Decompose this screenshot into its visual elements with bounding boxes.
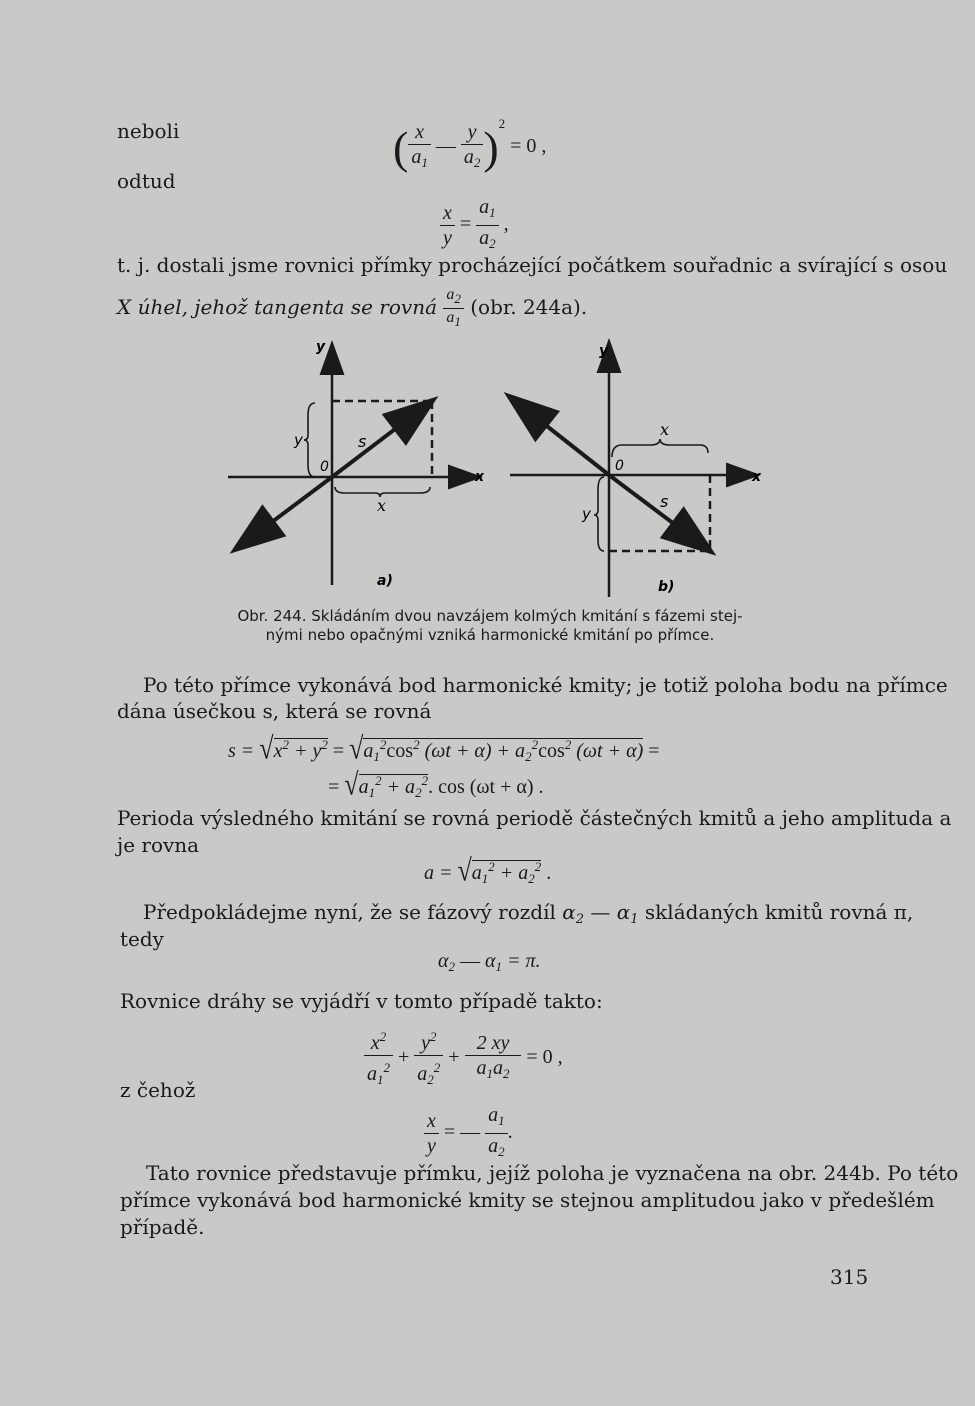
eq7-plus-2: + <box>448 1046 460 1069</box>
panel-b-vector-back <box>510 397 609 475</box>
figure-panel-a <box>228 339 485 589</box>
eq7-den-a1: a <box>476 1057 487 1079</box>
eq7-rhs: = 0 , <box>526 1046 563 1069</box>
eq6-alpha2: α <box>438 950 449 972</box>
para3-dash: — <box>590 900 611 924</box>
eq6-alpha2-sub: 2 <box>448 959 455 974</box>
eq4-a1-sub: 1 <box>368 785 376 800</box>
eq1-a1: a <box>411 145 422 168</box>
eq8-a2-sub: 2 <box>498 1144 505 1159</box>
equation-2 <box>440 195 509 256</box>
eq4-a2-sub: 2 <box>415 785 422 800</box>
eq1-x: x <box>408 120 431 145</box>
eq1-square: 2 <box>498 116 506 131</box>
figure-panel-b <box>510 343 762 597</box>
para4: Rovnice dráhy se vyjádří v tomto případě takto: <box>120 989 603 1013</box>
eq1-sub1: 1 <box>421 154 428 170</box>
panel-b-axis-x-label: x <box>752 469 762 485</box>
word-z-cehoz: z čehož <box>120 1078 196 1102</box>
eq5-lhs: a = <box>424 862 453 884</box>
panel-b-vector-s <box>609 475 710 551</box>
eq4-a1: a <box>358 776 369 798</box>
text-line-2 <box>117 286 587 331</box>
page-number: 315 <box>830 1265 869 1289</box>
eq3-end: (ωt + α) <box>576 740 644 762</box>
eq8-dot: . <box>507 1121 513 1144</box>
panel-b-label-x: x <box>660 420 670 439</box>
eq2-a1: a <box>479 196 490 218</box>
eq7-x: x <box>370 1032 380 1054</box>
panel-b-label-s: s <box>660 492 669 511</box>
figure-caption-line-2: nými nebo opačnými vzniká harmonické kmitání po přímce. <box>265 626 715 644</box>
para2-line-1: Perioda výsledného kmitání se rovná periodě částečných kmitů a jeho amplituda a <box>117 806 952 830</box>
panel-b-tag: b) <box>658 579 675 595</box>
word-neboli: neboli <box>117 119 180 143</box>
eq1-y: y <box>461 120 484 145</box>
eq5-a1-sup: 2 <box>488 859 495 874</box>
eq3-a2-sup: 2 <box>531 737 539 752</box>
panel-b-label-y: y <box>582 505 591 523</box>
line2-sub2: 2 <box>454 291 461 306</box>
para3-pre: Předpokládejme nyní, že se fázový rozdíl <box>143 900 556 924</box>
eq4-rest: . cos (ωt + α) . <box>428 776 544 798</box>
eq8-a2: a <box>488 1135 499 1157</box>
para3-alpha2: α <box>562 900 576 924</box>
para3-alpha1: α <box>616 900 631 924</box>
eq7-a1: a <box>367 1063 377 1085</box>
eq3-r1: x <box>273 740 283 762</box>
equation-6 <box>438 950 541 975</box>
eq8-y: y <box>427 1135 436 1157</box>
panel-a-label-y: y <box>294 431 303 449</box>
eq3-equals: = <box>332 740 345 762</box>
equation-5: $a = √a_1^2 + a_2^2$ . <box>424 853 552 888</box>
panel-a-axis-x-label: x <box>475 469 485 485</box>
eq7-y: y <box>421 1032 430 1054</box>
eq7-den-a1-sub: 1 <box>486 1066 493 1081</box>
equation-7 <box>364 1025 563 1092</box>
eq5-a2-sup: 2 <box>534 859 542 874</box>
eq2-y: y <box>443 227 452 249</box>
eq3-a1-sup: 2 <box>379 737 387 752</box>
eq5-a1: a <box>471 862 482 884</box>
eq7-numerator-3: 2 xy <box>465 1031 522 1056</box>
text-line-2-post: (obr. 244a). <box>470 295 588 319</box>
eq3-cos1: cos <box>386 740 414 762</box>
panel-a-label-x: x <box>377 496 387 515</box>
line2-a1: a <box>446 309 455 326</box>
eq4-equals: = <box>328 776 340 798</box>
eq5-a2-sub: 2 <box>528 871 535 886</box>
text-line-1: t. j. dostali jsme rovnici přímky procházející počátkem souřadnic a svírající s osou <box>117 253 948 277</box>
eq3-cos2-sup: 2 <box>564 737 572 752</box>
equation-1: ( $\frac{x}{a_1}$ — $\frac{y}{a_2}$ )$^2$ = 0 , <box>393 116 547 173</box>
eq7-plus-1: + <box>398 1046 410 1069</box>
eq3-cos1-sup: 2 <box>413 737 420 752</box>
eq2-equals: = <box>459 213 472 236</box>
para5-line-2: přímce vykonává bod harmonické kmity se stejnou amplitudou jako v předešlém <box>120 1188 935 1212</box>
panel-b-origin: 0 <box>615 458 624 474</box>
eq7-a1-sup: 2 <box>383 1060 390 1075</box>
panel-a-axis-y-label: y <box>316 339 326 355</box>
eq3-r1-sup: 2 <box>282 737 289 752</box>
figure-caption-line-1: Obr. 244. Skládáním dvou navzájem kolmých kmitání s fázemi stej- <box>237 607 743 625</box>
panel-b-brace-y <box>594 477 604 551</box>
eq3-cos2: cos <box>538 740 565 762</box>
eq7-y-sup: 2 <box>429 1029 437 1044</box>
eq7-den-a2-sub: 2 <box>502 1066 510 1081</box>
eq6-alpha1: α <box>485 950 496 972</box>
para1-line-1: Po této přímce vykonává bod harmonické kmity; je totiž poloha bodu na přímce <box>143 673 948 697</box>
eq6-dash: — <box>460 950 480 972</box>
eq7-a2-sub: 2 <box>427 1072 434 1087</box>
eq3-r2-sup: 2 <box>321 737 328 752</box>
equation-3: $s = √x^2 + y^2 = √a_1^2\cos^2$ $(\omega t + \alpha) + a_2^2\cos^2$ (ωt + α) = <box>228 731 660 766</box>
para5-line-3: případě. <box>120 1215 205 1239</box>
panel-a-brace-y <box>304 403 315 477</box>
panel-a-label-s: s <box>358 432 367 451</box>
para3-alpha1-sub: 1 <box>630 912 639 927</box>
figure-caption <box>220 607 760 645</box>
eq2-sub2: 2 <box>489 236 496 251</box>
eq8-x: x <box>424 1109 439 1134</box>
para3-line-2: tedy <box>120 927 164 951</box>
para3-line-1 <box>143 899 913 933</box>
line2-sub1: 1 <box>454 314 461 329</box>
panel-b-axis-y-label: y <box>599 343 609 359</box>
panel-a-tag: a) <box>377 573 393 589</box>
eq8-a1-sub: 1 <box>498 1113 505 1128</box>
eq4-a2: + a <box>386 776 416 798</box>
text-line-2-pre: X úhel, jehož tangenta se rovná <box>117 295 437 319</box>
panel-a-vector-back <box>236 477 332 549</box>
eq2-sub1: 1 <box>489 205 496 220</box>
word-odtud: odtud <box>117 169 176 193</box>
eq3-mid: (ωt + α) + a <box>424 740 526 762</box>
eq4-a1-sup: 2 <box>375 773 382 788</box>
para5-line-1: Tato rovnice představuje přímku, jejíž poloha je vyznačena na obr. 244b. Po této <box>146 1161 959 1185</box>
para1-line-2: dána úsečkou s, která se rovná <box>117 699 432 723</box>
eq7-a2: a <box>417 1063 428 1085</box>
line2-a2: a <box>446 286 455 303</box>
panel-a-origin: 0 <box>320 459 329 475</box>
eq5-dot: . <box>546 862 552 884</box>
eq7-den-a2: a <box>492 1057 503 1079</box>
eq2-comma: , <box>503 213 509 236</box>
figure-244 <box>220 335 780 615</box>
eq6-rhs: = π. <box>507 950 541 972</box>
equation-8 <box>424 1103 513 1164</box>
eq3-a2-sub: 2 <box>525 749 532 764</box>
para3-alpha2-sub: 2 <box>575 912 585 927</box>
eq8-a1: a <box>488 1104 499 1126</box>
eq2-x: x <box>440 201 455 226</box>
panel-a-vector-s <box>332 401 432 477</box>
para3-post: skládaných kmitů rovná π, <box>644 900 914 924</box>
eq3-tail: = <box>648 740 660 762</box>
eq1-rhs: = 0 , <box>510 135 547 157</box>
eq7-x-sup: 2 <box>379 1029 387 1044</box>
eq7-a1-sub: 1 <box>377 1072 384 1087</box>
eq8-equals-minus: = — <box>443 1121 481 1144</box>
eq3-a1: a <box>363 740 374 762</box>
equation-4: = $√a_1^2 + a_2^2$. cos (ωt + α) . <box>328 767 544 802</box>
eq3-lhs: s = <box>228 740 255 762</box>
panel-b-brace-x <box>612 439 708 457</box>
para2-line-2: je rovna <box>117 833 200 857</box>
eq1-sub2: 2 <box>473 154 481 170</box>
eq6-alpha1-sub: 1 <box>495 959 502 974</box>
eq2-a2: a <box>479 227 490 249</box>
eq5-a2: + a <box>499 862 529 884</box>
eq7-a2-sup: 2 <box>433 1060 441 1075</box>
eq3-a1-sub: 1 <box>373 749 380 764</box>
eq1-a2: a <box>463 145 474 168</box>
eq3-r2: + y <box>293 740 322 762</box>
eq4-a2-sup: 2 <box>421 773 429 788</box>
eq5-a1-sub: 1 <box>481 871 489 886</box>
